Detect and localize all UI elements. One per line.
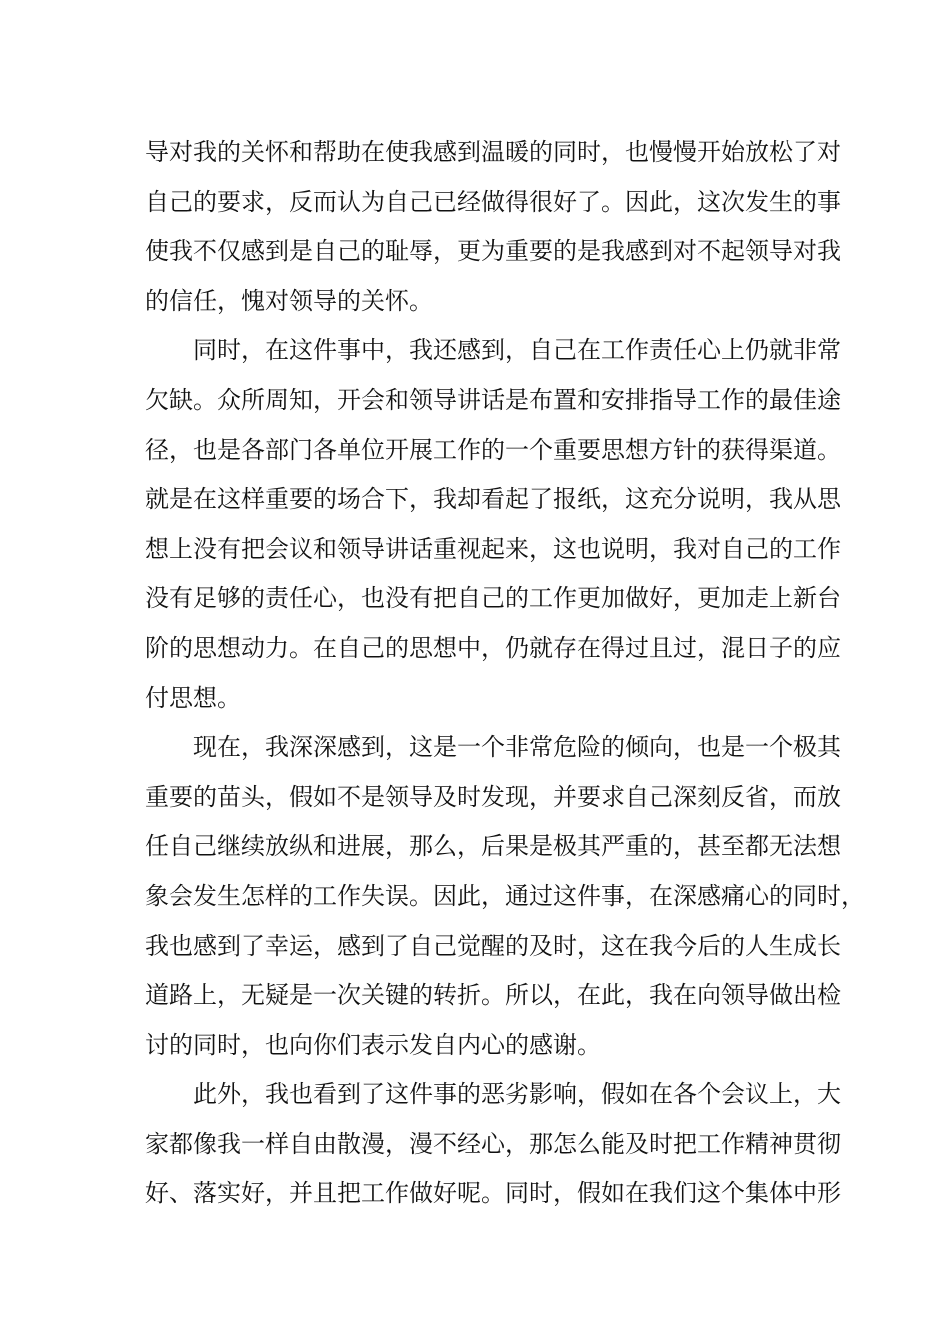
text-line: 想上没有把会议和领导讲话重视起来，这也说明，我对自己的工作	[145, 534, 841, 563]
text-line: 使我不仅感到是自己的耻辱，更为重要的是我感到对不起领导对我	[145, 237, 841, 266]
text-line: 重要的苗头，假如不是领导及时发现，并要求自己深刻反省，而放	[145, 782, 841, 811]
text-line: 象会发生怎样的工作失误。因此，通过这件事，在深感痛心的同时，	[145, 881, 865, 910]
text-line: 好、落实好，并且把工作做好呢。同时，假如在我们这个集体中形	[145, 1179, 841, 1208]
text-line: 自己的要求，反而认为自己已经做得很好了。因此，这次发生的事	[145, 187, 841, 216]
text-line: 付思想。	[145, 683, 241, 712]
body-text	[145, 128, 865, 1219]
text-line: 任自己继续放纵和进展，那么，后果是极其严重的，甚至都无法想	[145, 832, 841, 861]
text-line: 径，也是各部门各单位开展工作的一个重要思想方针的获得渠道。	[145, 435, 841, 464]
paragraph-first-line: 现在，我深深感到，这是一个非常危险的倾向，也是一个极其	[193, 733, 841, 762]
text-line: 阶的思想动力。在自己的思想中，仍就存在得过且过，混日子的应	[145, 633, 841, 662]
text-line: 家都像我一样自由散漫，漫不经心，那怎么能及时把工作精神贯彻	[145, 1129, 841, 1158]
text-line: 道路上，无疑是一次关键的转折。所以，在此，我在向领导做出检	[145, 981, 841, 1010]
text-line: 的信任，愧对领导的关怀。	[145, 286, 433, 315]
paragraph-first-line: 此外，我也看到了这件事的恶劣影响，假如在各个会议上，大	[193, 1080, 841, 1109]
text-line: 欠缺。众所周知，开会和领导讲话是布置和安排指导工作的最佳途	[145, 385, 841, 414]
text-line: 就是在这样重要的场合下，我却看起了报纸，这充分说明，我从思	[145, 485, 841, 514]
text-line: 导对我的关怀和帮助在使我感到温暖的同时，也慢慢开始放松了对	[145, 138, 841, 166]
paragraph-first-line: 同时，在这件事中，我还感到，自己在工作责任心上仍就非常	[193, 336, 841, 365]
text-line: 讨的同时，也向你们表示发自内心的感谢。	[145, 1030, 601, 1059]
text-line: 没有足够的责任心，也没有把自己的工作更加做好，更加走上新台	[145, 584, 841, 613]
text-line: 我也感到了幸运，感到了自己觉醒的及时，这在我今后的人生成长	[145, 931, 841, 960]
